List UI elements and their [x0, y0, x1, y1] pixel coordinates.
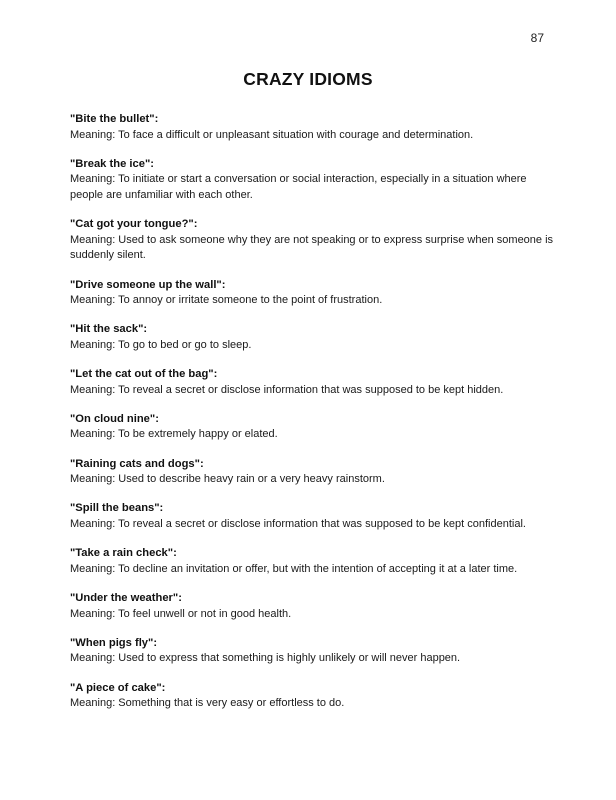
- idiom-entry: [70, 591, 560, 622]
- idiom-meaning: Meaning: To face a difficult or unpleasant situation with courage and determination.: [70, 128, 474, 141]
- idiom-entry: [70, 157, 560, 204]
- page-title: CRAZY IDIOMS: [243, 69, 373, 89]
- idiom-meaning: Meaning: Something that is very easy or effortless to do.: [70, 697, 345, 710]
- idiom-meaning: Meaning: To initiate or start a conversation or social interaction, especially in a situation where people are unfamiliar with each other.: [70, 173, 527, 201]
- idiom-name: "Break the ice":: [70, 157, 154, 170]
- idiom-entry: [70, 412, 560, 443]
- idiom-entry: [70, 546, 560, 577]
- idiom-name: "Let the cat out of the bag":: [70, 368, 218, 381]
- idiom-name: "Raining cats and dogs":: [70, 457, 204, 470]
- idiom-meaning: Meaning: To reveal a secret or disclose information that was supposed to be kept hidden.: [70, 383, 504, 396]
- idiom-meaning: Meaning: To feel unwell or not in good health.: [70, 607, 292, 620]
- idiom-entry: [70, 501, 560, 532]
- idiom-name: "Hit the sack":: [70, 323, 148, 336]
- idiom-name: "Spill the beans":: [70, 502, 164, 515]
- idiom-entry: [70, 278, 560, 309]
- idiom-meaning: Meaning: Used to ask someone why they are not speaking or to express surprise when someone is suddenly silent.: [70, 233, 554, 262]
- idiom-name: "Cat got your tongue?":: [70, 218, 198, 231]
- idiom-entry: [70, 217, 560, 264]
- idiom-name: "Drive someone up the wall":: [70, 278, 226, 291]
- idiom-entry: [70, 457, 560, 488]
- idiom-entry: [70, 322, 560, 353]
- idiom-entry: [70, 367, 560, 398]
- idiom-meaning: Meaning: To annoy or irritate someone to the point of frustration.: [70, 294, 383, 307]
- idiom-name: "A piece of cake":: [70, 681, 166, 694]
- idiom-meaning: Meaning: To decline an invitation or offer, but with the intention of accepting it at a later time.: [70, 562, 518, 575]
- idiom-meaning: Meaning: Used to express that something is highly unlikely or will never happen.: [70, 652, 461, 665]
- idiom-name: "When pigs fly":: [70, 636, 158, 649]
- idiom-meaning: Meaning: To go to bed or go to sleep.: [70, 338, 252, 351]
- idiom-meaning: Meaning: To reveal a secret or disclose information that was supposed to be kept confidential.: [70, 518, 526, 531]
- page-number: 87: [530, 31, 544, 45]
- idiom-name: "Bite the bullet":: [70, 113, 159, 125]
- idiom-name: "Under the weather":: [70, 592, 182, 604]
- idiom-entry: [70, 636, 560, 667]
- idiom-name: "Take a rain check":: [70, 547, 177, 560]
- idiom-entry: [70, 112, 560, 143]
- idiom-name: "On cloud nine":: [70, 412, 159, 425]
- idiom-list: [70, 112, 560, 725]
- idiom-meaning: Meaning: Used to describe heavy rain or a very heavy rainstorm.: [70, 473, 385, 486]
- idiom-meaning: Meaning: To be extremely happy or elated.: [70, 428, 278, 441]
- idiom-entry: [70, 681, 560, 712]
